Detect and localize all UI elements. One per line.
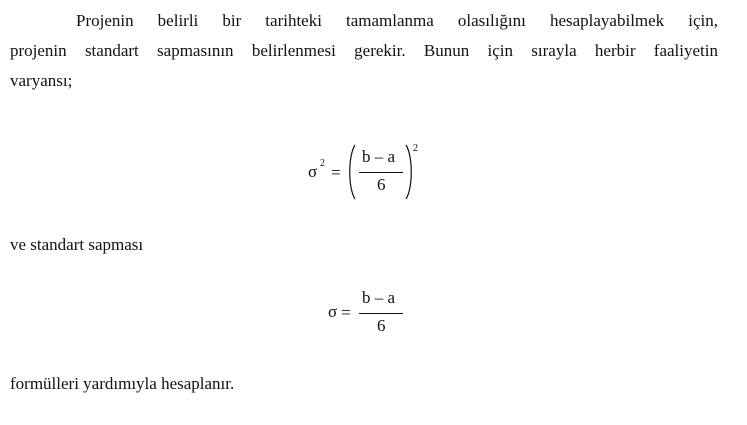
variance-equals-sign: = [331,163,341,182]
std-numerator: b – a [362,288,396,307]
paragraph-intro-line-1: Projenin belirli bir tarihteki tamamlanma olasılığını hesaplayabilmek için, [76,11,718,30]
variance-numerator: b – a [362,147,396,166]
std-denominator: 6 [377,316,386,335]
variance-sigma-exponent: 2 [320,158,325,169]
paragraph-intro-line-3: varyansı; [10,71,73,90]
paragraph-closing: formülleri yardımıyla hesaplanır. [10,374,235,393]
std-fraction-bar [359,313,403,314]
variance-denominator: 6 [377,175,386,194]
paragraph-intro-line-2: projenin standart sapmasının belirlenmesi gerekir. Bunun için sırayla herbir faaliyetin [10,41,718,60]
variance-outer-exponent: 2 [413,143,418,154]
std-sigma-symbol: σ [328,302,338,321]
std-equals-sign: = [341,303,351,322]
variance-sigma-symbol: σ [308,162,318,181]
paragraph-std-intro: ve standart sapması [10,235,144,254]
